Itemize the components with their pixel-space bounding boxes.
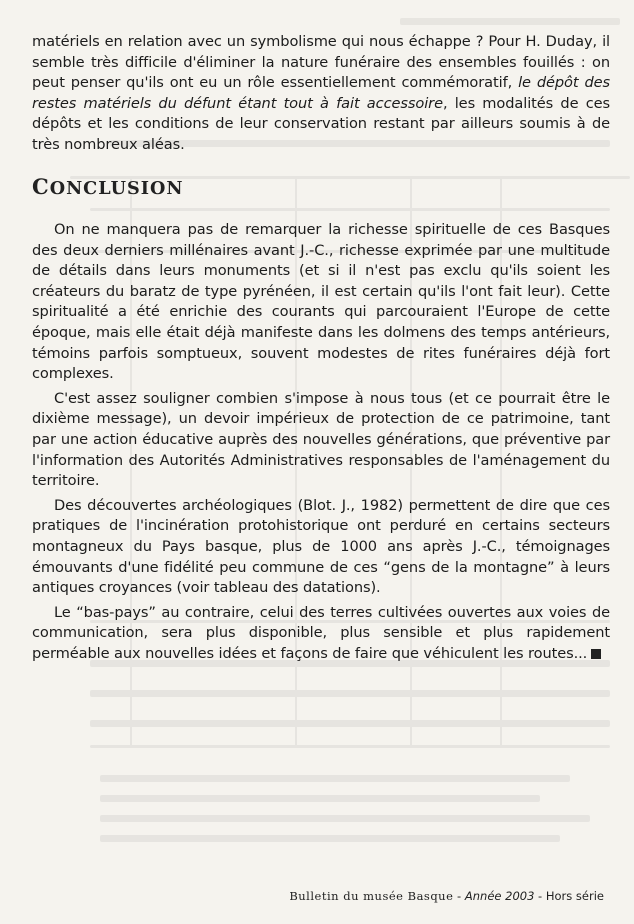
intro-emphasis: le dépôt des restes matériels du défunt étant tout à fait accessoire — [32, 74, 610, 112]
conclusion-paragraph-1: On ne manquera pas de remarquer la richesse spirituelle de ces Basques des deux derniers millénaires avant J.-C., richesse exprimée par une multitude de détails dans leurs monuments (et si il n'est pas exclu qu'ils soient les créateurs du baratz de type pyrénéen, il est certain qu'ils l'ont fait leur). Cette spiritualité a été enrichie des courants qui parcouraient l'Europe de cette époque, mais elle était déjà manifeste dans les dolmens des temps antérieurs, témoins parfois somptueux, souvent modestes de rites funéraires déjà fort complexes. — [32, 221, 610, 383]
conclusion-paragraph-4-text: Le “bas-pays” au contraire, celui des terres cultivées ouvertes aux voies de communication, sera plus disponible, plus sensible et plus rapidement perméable aux nouvelles idées et façons de faire que véhiculent les routes... — [32, 603, 610, 662]
running-footer — [289, 889, 604, 903]
conclusion-paragraph-3: Des découvertes archéologiques (Blot. J., 1982) permettent de dire que ces pratiques de l'incinération protohistorique ont perduré en certains secteurs montagneux du Pays basque, plus de 1000 ans après J.-C., témoignages émouvants d'une fidélité peu commune de ces “gens de la montagne” à leurs antiques croyances (voir tableau des datations). — [32, 496, 610, 597]
section-heading — [32, 174, 183, 199]
journal-title: Bulletin du musée Basque — [289, 889, 454, 903]
end-of-article-square-icon — [591, 649, 601, 659]
conclusion-paragraph-4 — [32, 603, 610, 665]
heading-initial: C — [32, 174, 50, 199]
heading-rest: ONCLUSION — [49, 178, 184, 199]
intro-text: matériels en relation avec un symbolisme qui nous échappe ? Pour H. Duday, il semble très difficile d'éliminer la nature funéraire des ensembles fouillés : on peut penser qu'ils ont eu un rôle essentiellement commémoratif, — [32, 33, 610, 92]
footer-separator: - — [453, 889, 465, 903]
journal-series: - Hors série — [534, 889, 604, 903]
journal-year: Année 2003 — [464, 889, 535, 903]
intro-text-end: , les modalités de ces dépôts et les conditions de leur conservation restant par ailleurs soumis à de très nombreux aléas. — [32, 94, 610, 153]
intro-paragraph — [32, 32, 610, 156]
conclusion-body — [32, 220, 610, 668]
conclusion-paragraph-2: C'est assez souligner combien s'impose à nous tous (et ce pourrait être le dixième message), un devoir impérieux de protection de ce patrimoine, tant par une action éducative auprès des nouvelles générations, que préventive par l'information des Autorités Administratives responsables de l'aménagement du territoire. — [32, 389, 610, 490]
